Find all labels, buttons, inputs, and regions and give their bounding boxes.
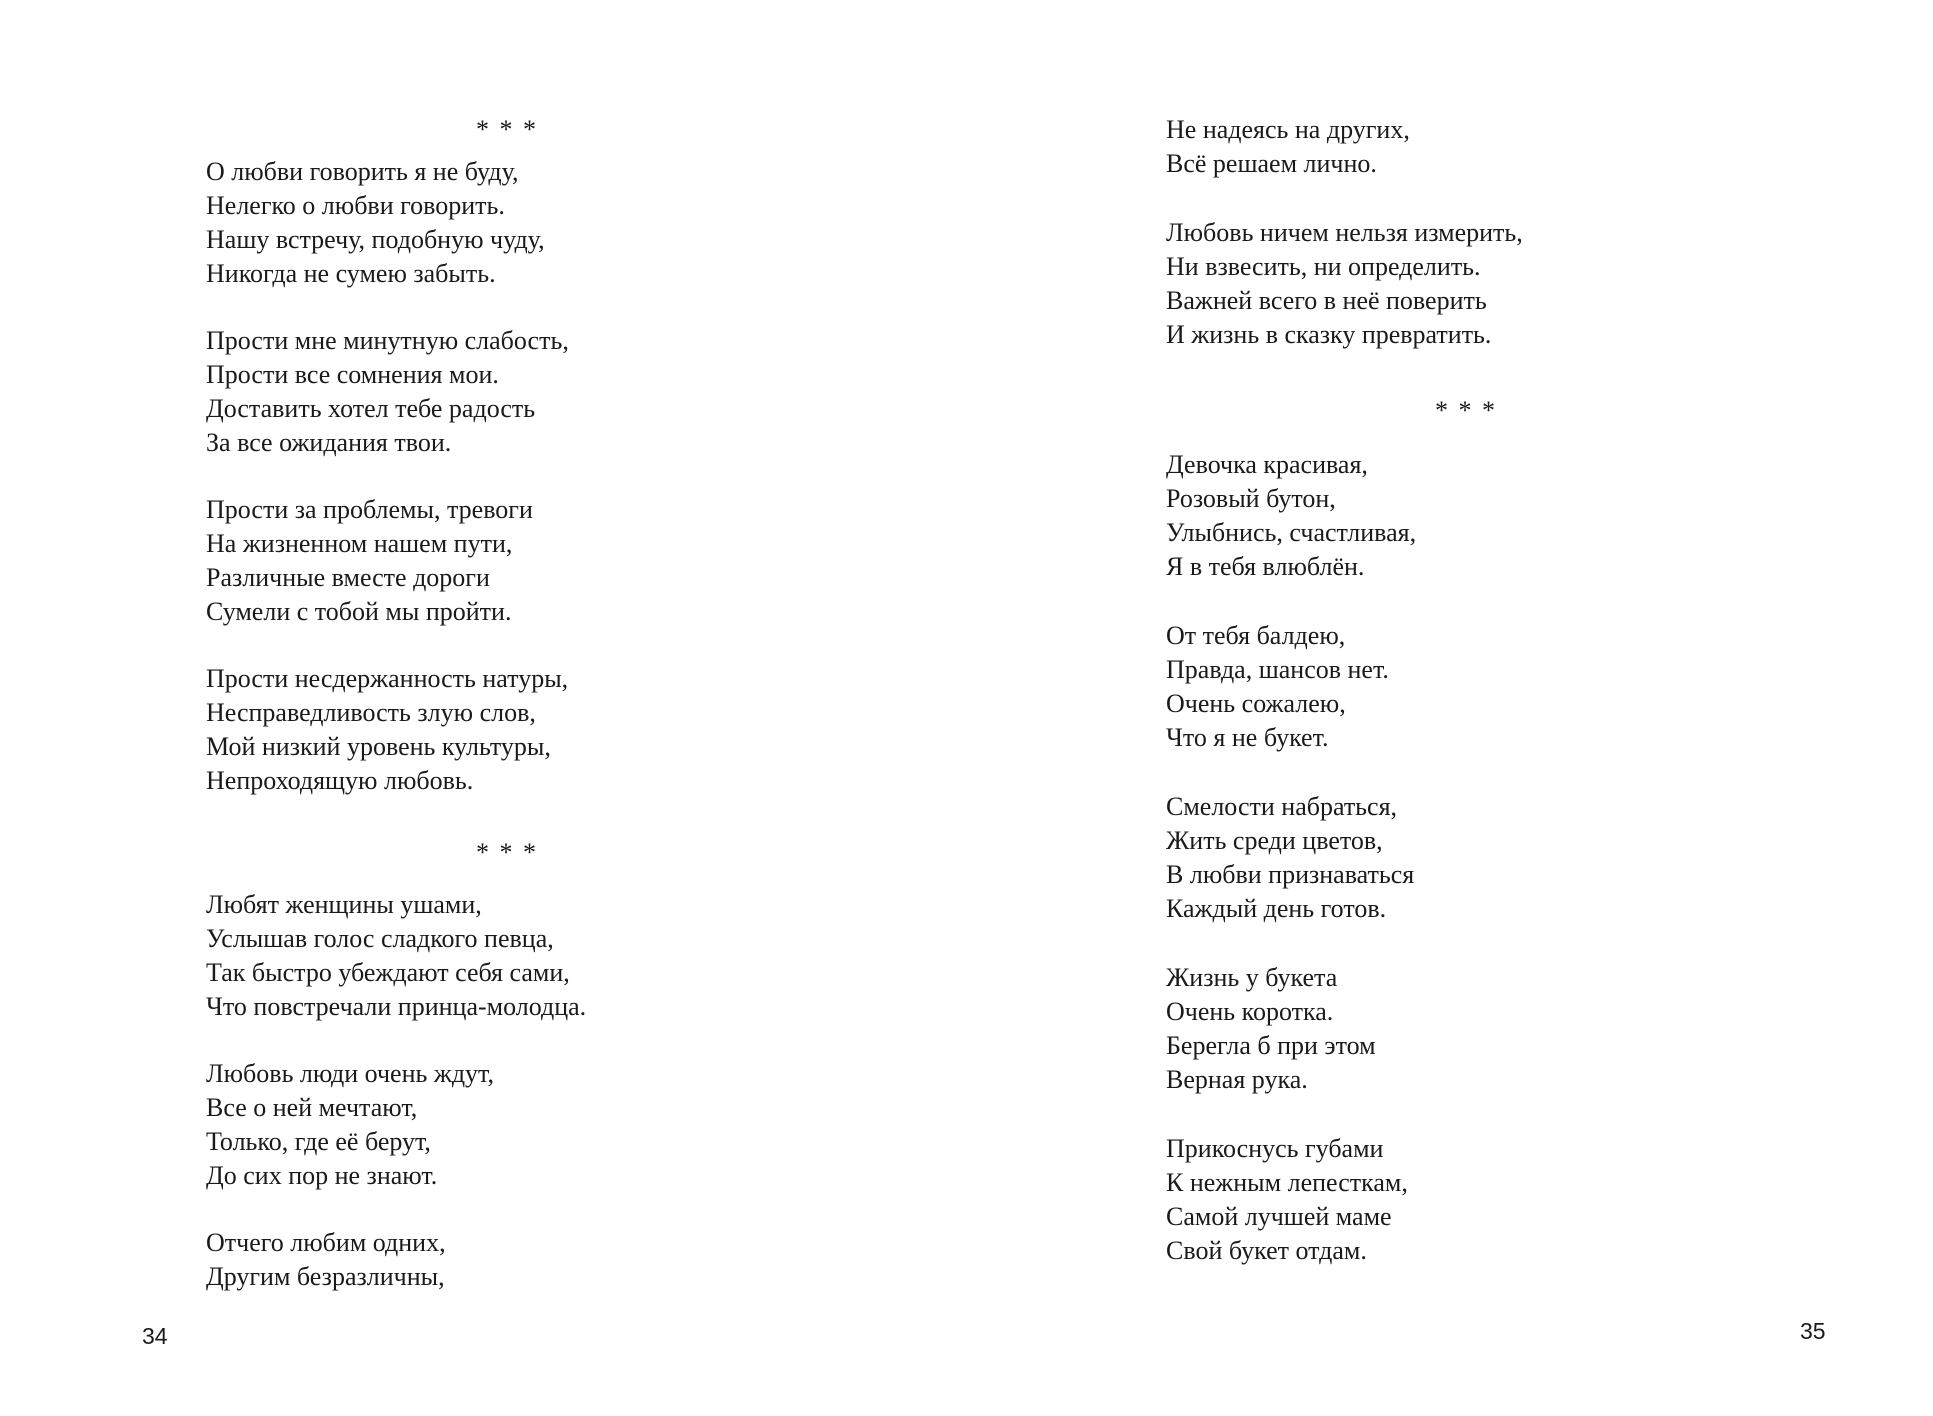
poem-line: Очень сожалею, [1166, 689, 1346, 718]
poem-line: Прости все сомнения мои. [206, 360, 499, 389]
poem-line: Жизнь у букета [1166, 963, 1338, 992]
poem-line: В любви признаваться [1166, 860, 1415, 889]
poem-line: Никогда не сумею забыть. [206, 259, 496, 288]
poem-line: Важней всего в неё поверить [1166, 286, 1487, 315]
poem-line: Свой букет отдам. [1166, 1236, 1367, 1265]
poem-line: Улыбнись, счастливая, [1166, 518, 1417, 547]
poem-separator: * * * [476, 115, 538, 144]
poem-2 [206, 888, 846, 1294]
poem-line: Правда, шансов нет. [1166, 655, 1389, 684]
poem-line: Розовый бутон, [1166, 484, 1336, 513]
poem-line: Очень коротка. [1166, 997, 1334, 1026]
poem-line: Непроходящую любовь. [206, 766, 474, 795]
stanza [206, 1226, 846, 1294]
poem-line: Только, где её берут, [206, 1127, 431, 1156]
stanza [1166, 619, 1806, 755]
poem-line: Жить среди цветов, [1166, 826, 1383, 855]
poem-line: И жизнь в сказку превратить. [1166, 320, 1492, 349]
poem-line: Прости мне минутную слабость, [206, 326, 569, 355]
poem-line: Доставить хотел тебе радость [206, 394, 536, 423]
poem-line: Нашу встречу, подобную чуду, [206, 225, 545, 254]
poem-line: Различные вместе дороги [206, 563, 490, 592]
stanza [1166, 448, 1806, 584]
poem-line: Я в тебя влюблён. [1166, 552, 1365, 581]
poem-separator: * * * [1435, 396, 1497, 425]
poem-line: О любви говорить я не буду, [206, 157, 519, 186]
stanza [206, 493, 846, 629]
poem-line: Прикоснусь губами [1166, 1134, 1384, 1163]
page-number: 34 [142, 1323, 168, 1349]
poem-line: Берегла б при этом [1166, 1031, 1376, 1060]
stanza [206, 324, 846, 460]
poem-line: Нелегко о любви говорить. [206, 191, 505, 220]
poem-line: Так быстро убеждают себя сами, [206, 958, 570, 987]
poem-line: Отчего любим одних, [206, 1228, 446, 1257]
poem-1 [206, 155, 846, 798]
stanza [206, 155, 846, 291]
poem-3 [1166, 448, 1806, 1268]
poem-line: Мой низкий уровень культуры, [206, 732, 551, 761]
stanza [206, 662, 846, 798]
stanza [1166, 961, 1806, 1097]
poem-line: Верная рука. [1166, 1065, 1308, 1094]
right-page [966, 0, 1933, 1416]
poem-2-continued [1166, 113, 1806, 352]
stanza [1166, 790, 1806, 926]
poem-line: Любовь люди очень ждут, [206, 1059, 494, 1088]
page-number: 35 [1800, 1318, 1826, 1344]
poem-line: До сих пор не знают. [206, 1161, 438, 1190]
stanza [1166, 216, 1806, 352]
poem-line: Любовь ничем нельзя измерить, [1166, 218, 1523, 247]
poem-line: Смелости набраться, [1166, 792, 1398, 821]
poem-line: Каждый день готов. [1166, 894, 1387, 923]
poem-line: Все о ней мечтают, [206, 1093, 418, 1122]
poem-line: Другим безразличны, [206, 1262, 445, 1291]
poem-separator: * * * [476, 838, 538, 867]
poem-line: К нежным лепесткам, [1166, 1168, 1408, 1197]
poem-line: Услышав голос сладкого певца, [206, 924, 554, 953]
poem-line: Что я не букет. [1166, 723, 1329, 752]
poem-line: Самой лучшей маме [1166, 1202, 1392, 1231]
poem-line: Прости за проблемы, тревоги [206, 495, 533, 524]
poem-line: Не надеясь на других, [1166, 115, 1410, 144]
poem-line: Несправедливость злую слов, [206, 698, 536, 727]
poem-line: Любят женщины ушами, [206, 890, 482, 919]
poem-line: Ни взвесить, ни определить. [1166, 252, 1481, 281]
left-page-text [206, 113, 846, 1294]
stanza [1166, 113, 1806, 181]
poem-line: Всё решаем лично. [1166, 149, 1377, 178]
stanza [206, 888, 846, 1024]
stanza [1166, 1132, 1806, 1268]
poem-line: На жизненном нашем пути, [206, 529, 513, 558]
poem-line: От тебя балдею, [1166, 621, 1346, 650]
poem-line: Девочка красивая, [1166, 450, 1368, 479]
stanza [206, 1057, 846, 1193]
poem-line: Прости несдержанность натуры, [206, 664, 569, 693]
poem-line: За все ожидания твои. [206, 428, 452, 457]
right-page-text [1166, 113, 1806, 1268]
left-page [0, 0, 966, 1416]
poem-line: Что повстречали принца-молодца. [206, 992, 587, 1021]
poem-line: Сумели с тобой мы пройти. [206, 597, 512, 626]
